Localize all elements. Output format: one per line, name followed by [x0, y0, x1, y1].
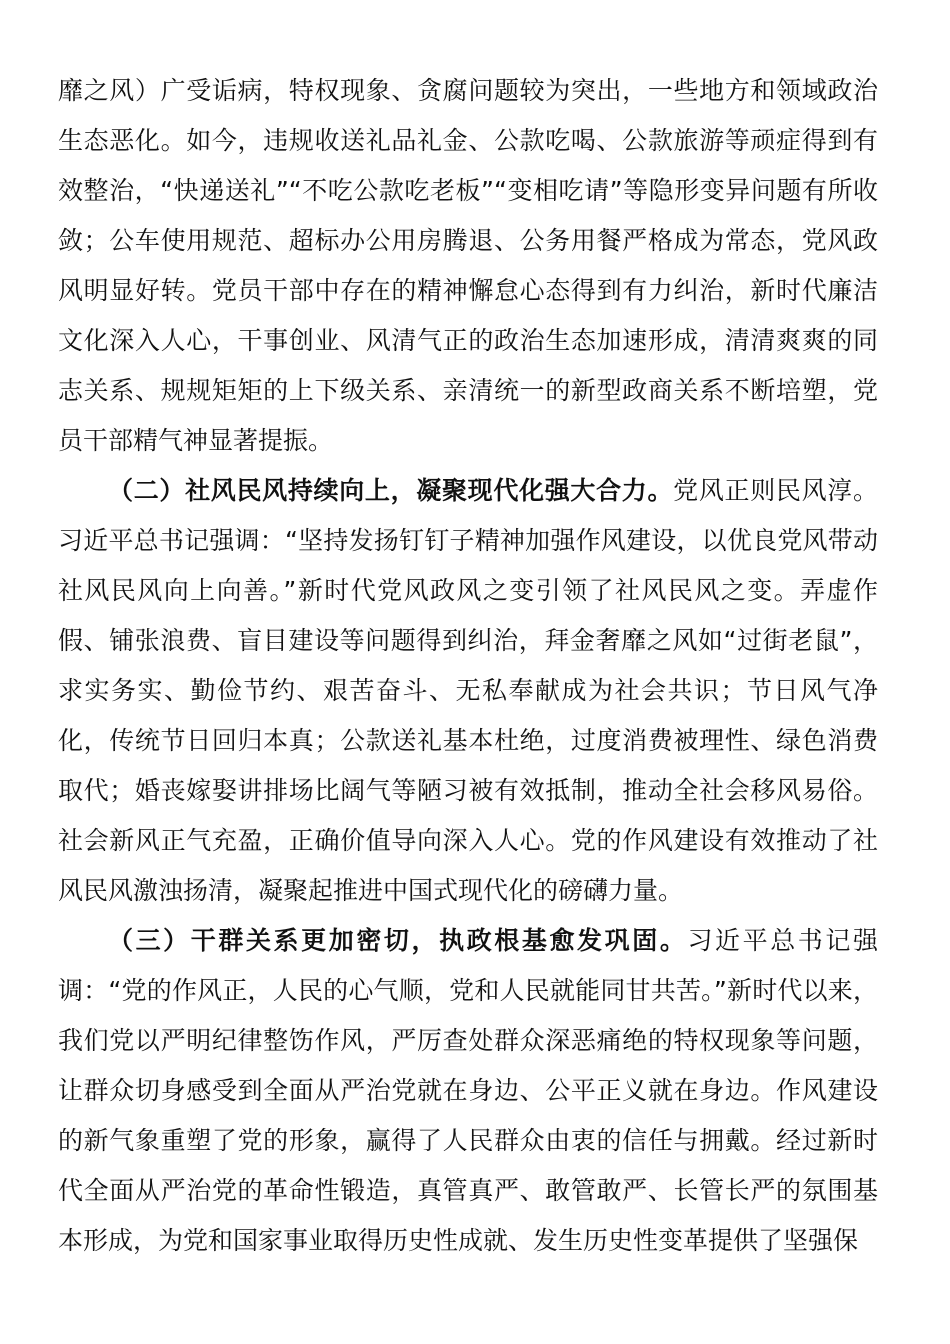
paragraph-text: 习近平总书记强调：“党的作风正，人民的心气顺，党和人民就能同甘共苦。”新时代以来，我们党以严明纪律整饬作风，严厉查处群众深恶痛绝的特权现象等问题，让群众切身感受到全面从严治党就在身边、公平正义就在身边。作风建设的新气象重塑了党的形象，赢得了人民群众由衷的信任与拥戴。经过新时代全面从严治党的革命性锻造，真管真严、敢管敢严、长管长严的氛围基本形成，为党和国家事业取得历史性成就、发生历史性变革提供了坚强保	[58, 926, 878, 1255]
paragraph-text: 党风正则民风淳。习近平总书记强调：“坚持发扬钉钉子精神加强作风建设，以优良党风带动社风民风向上向善。”新时代党风政风之变引领了社风民风之变。弄虚作假、铺张浪费、盲目建设等问题得到纠治，拜金奢靡之风如“过街老鼠”，求实务实、勤俭节约、艰苦奋斗、无私奉献成为社会共识；节日风气净化，传统节日回归本真；公款送礼基本杜绝，过度消费被理性、绿色消费取代；婚丧嫁娶讲排场比阔气等陋习被有效抵制，推动全社会移风易俗。社会新风正气充盈，正确价值导向深入人心。党的作风建设有效推动了社风民风激浊扬清，凝聚起推进中国式现代化的磅礴力量。	[58, 476, 878, 905]
section-heading: （二）社风民风持续向上，凝聚现代化强大合力。	[108, 476, 674, 505]
paragraph-text: 靡之风）广受诟病，特权现象、贪腐问题较为突出，一些地方和领域政治生态恶化。如今，违规收送礼品礼金、公款吃喝、公款旅游等顽症得到有效整治，“快递送礼”“不吃公款吃老板”“变相吃请”等隐形变异问题有所收敛；公车使用规范、超标办公用房腾退、公务用餐严格成为常态，党风政风明显好转。党员干部中存在的精神懈怠心态得到有力纠治，新时代廉洁文化深入人心，干事创业、风清气正的政治生态加速形成，清清爽爽的同志关系、规规矩矩的上下级关系、亲清统一的新型政商关系不断培塑，党员干部精气神显著提振。	[58, 76, 878, 455]
section-heading: （三）干群关系更加密切，执政根基愈发巩固。	[108, 926, 688, 955]
document-body	[58, 66, 878, 1266]
paragraph-section-3	[58, 916, 878, 1266]
paragraph-continuation	[58, 66, 878, 466]
paragraph-section-2	[58, 466, 878, 916]
